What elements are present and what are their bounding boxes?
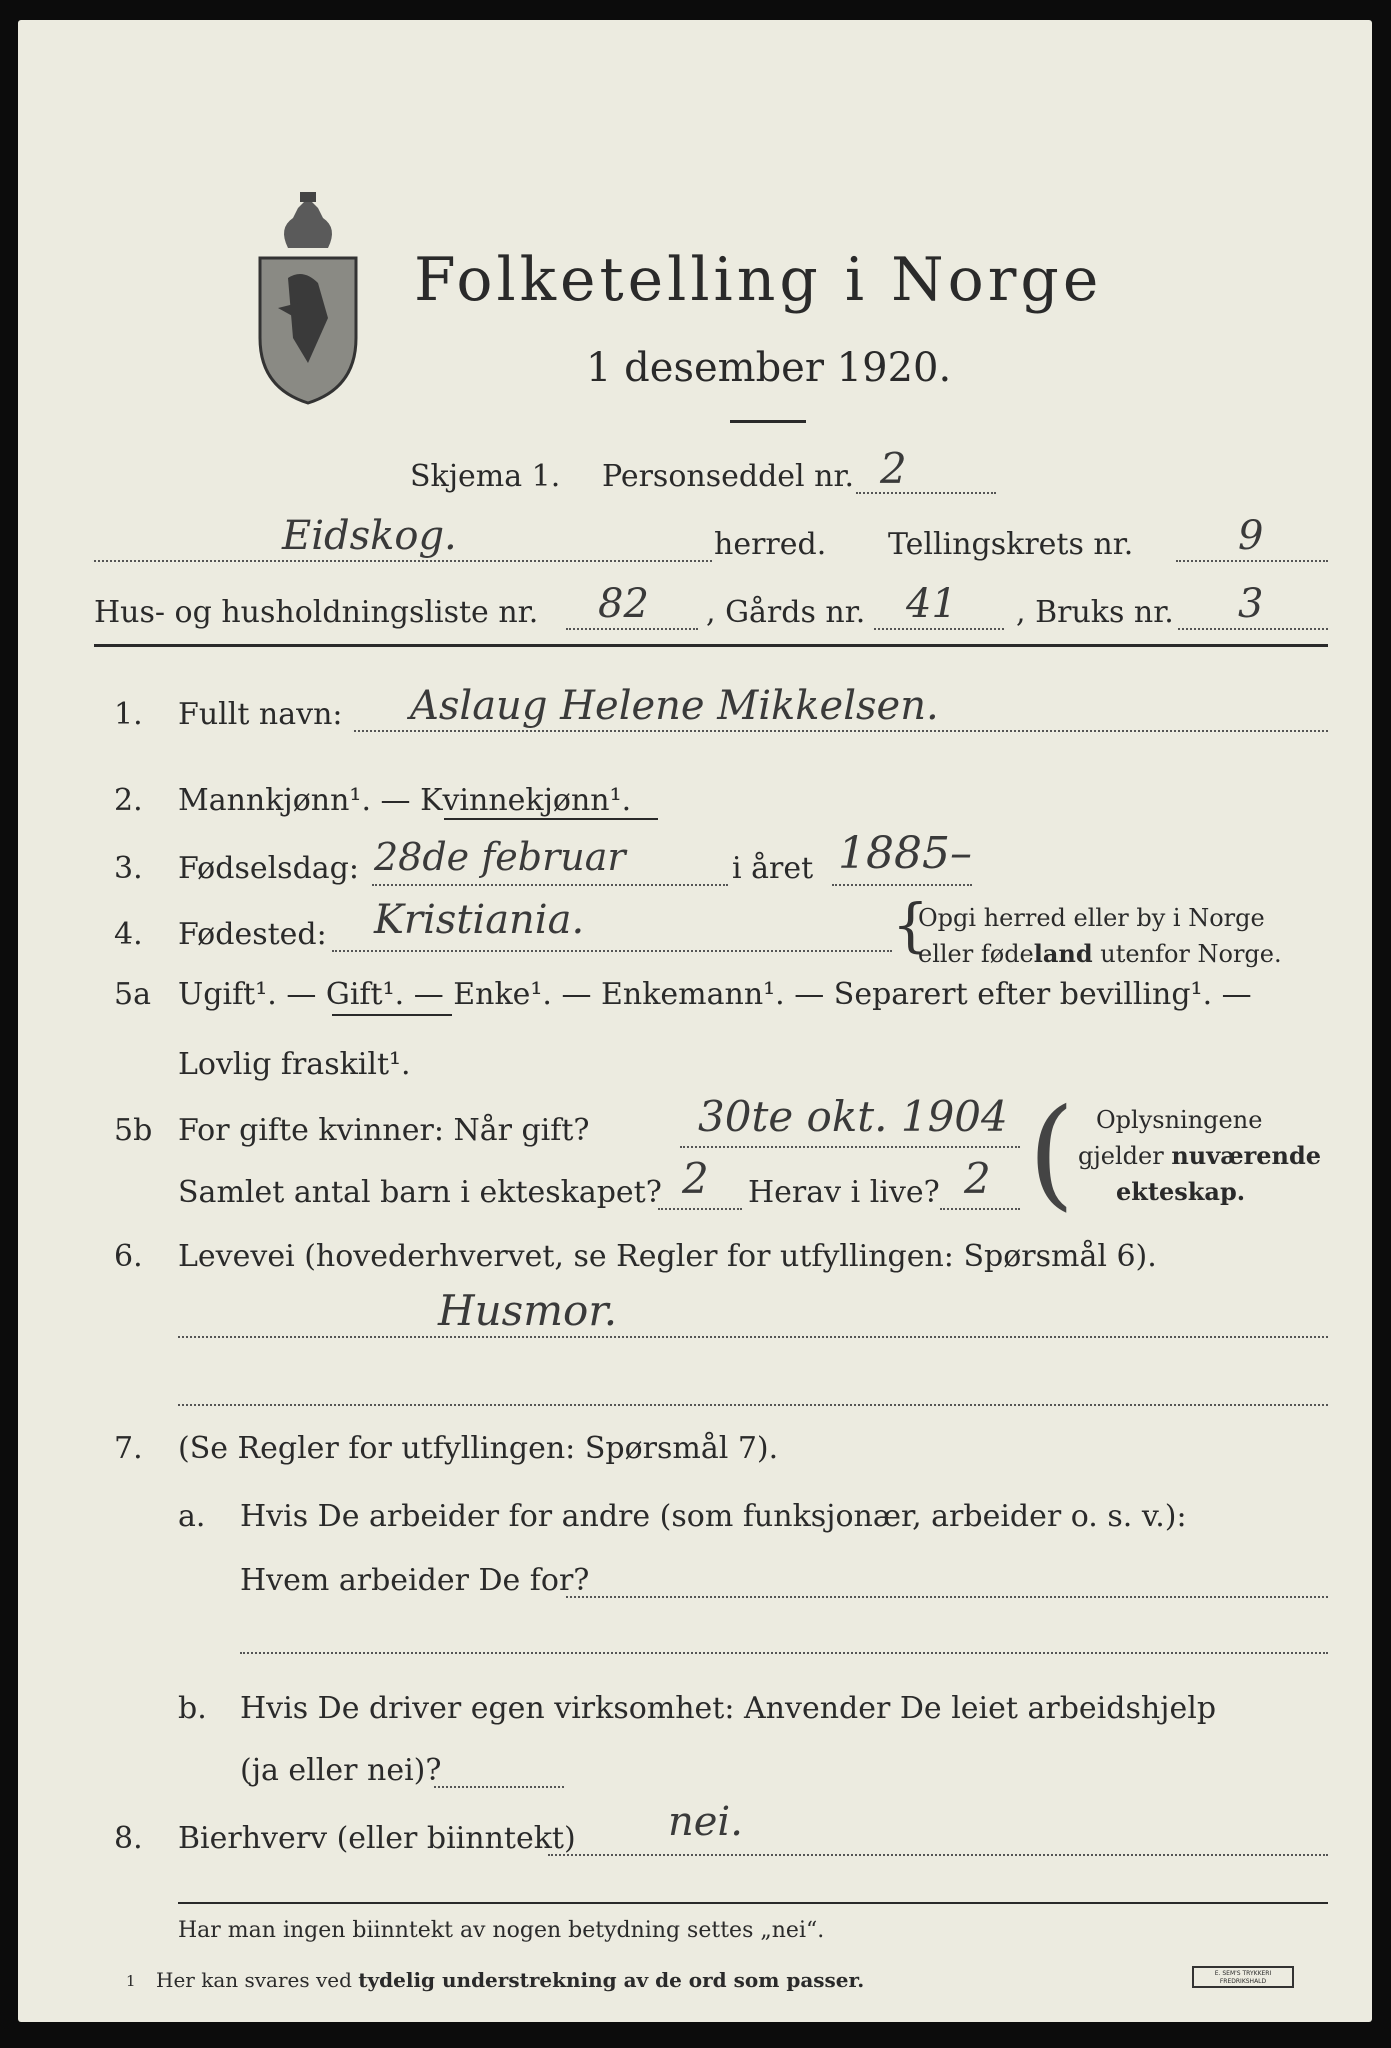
q4-note-text-c: utenfor Norge. <box>1092 940 1282 968</box>
tellingskrets-line <box>1176 560 1328 562</box>
q3-year[interactable]: 1885– <box>838 828 972 879</box>
footnote-text: Her kan svares ved <box>156 1968 359 1992</box>
q5b-children-line <box>658 1208 742 1210</box>
census-date: 1 desember 1920. <box>586 345 952 391</box>
q5a-number: 5a <box>114 977 151 1012</box>
q5b-children-label: Samlet antal barn i ekteskapet? <box>178 1175 662 1210</box>
q5b-note-line2 <box>1078 1141 1322 1170</box>
q2-number: 2. <box>114 783 143 818</box>
q4-answer[interactable]: Kristiania. <box>374 897 585 943</box>
q5b-note-line1: Oplysningene <box>1096 1106 1263 1134</box>
tellingskrets-value[interactable]: 9 <box>1238 513 1264 559</box>
q1-line <box>354 730 1328 732</box>
q5a-line1: Ugift¹. — Gift¹. — Enke¹. — Enkemann¹. — Separert efter bevilling¹. — <box>178 977 1252 1012</box>
q4-label: Fødested: <box>178 917 327 952</box>
q5a-line2: Lovlig fraskilt¹. <box>178 1047 411 1082</box>
personseddel-value[interactable]: 2 <box>880 444 907 493</box>
footnote <box>156 1970 864 1990</box>
q3-year-label: i året <box>732 851 814 886</box>
q2-label: Mannkjønn¹. — Kvinnekjønn¹. <box>178 783 632 818</box>
q4-note-bold: land <box>1033 939 1093 968</box>
q7-number: 7. <box>114 1431 143 1466</box>
q5b-alive[interactable]: 2 <box>964 1154 991 1203</box>
q4-note-text-a: eller føde <box>918 940 1034 968</box>
q7a-text: Hvis De arbeider for andre (som funksjonær, arbeider o. s. v.): <box>240 1499 1187 1534</box>
q1-label: Fullt navn: <box>178 697 343 732</box>
q2-underline <box>444 818 658 820</box>
tellingskrets-label: Tellingskrets nr. <box>888 527 1134 562</box>
footer-note: Har man ingen biinntekt av nogen betydning settes „nei“. <box>178 1918 825 1943</box>
q5b-note-text: gjelder <box>1078 1142 1172 1170</box>
q5b-note-bold: nuværende <box>1171 1141 1322 1170</box>
header-divider <box>94 644 1328 647</box>
q5a-gift-underline <box>332 1014 452 1016</box>
q5b-note-line3: ekteskap. <box>1116 1177 1246 1206</box>
q3-label: Fødselsdag: <box>178 851 359 886</box>
q3-day-line <box>372 884 728 886</box>
q6-line1 <box>178 1336 1328 1338</box>
q4-number: 4. <box>114 917 143 952</box>
herred-value[interactable]: Eidskog. <box>282 513 457 559</box>
gards-value[interactable]: 41 <box>906 581 957 627</box>
q6-line2 <box>178 1404 1328 1406</box>
q7b-letter: b. <box>178 1691 207 1726</box>
q5b-label: For gifte kvinner: Når gift? <box>178 1113 590 1148</box>
q8-line <box>548 1854 1328 1856</box>
q8-answer[interactable]: nei. <box>668 1799 743 1845</box>
gards-label: , Gårds nr. <box>706 595 866 630</box>
q7-label: (Se Regler for utfyllingen: Spørsmål 7). <box>178 1431 779 1466</box>
coat-of-arms-icon <box>248 188 368 408</box>
personseddel-label: Personseddel nr. <box>602 459 855 494</box>
q6-label: Levevei (hovederhvervet, se Regler for utfyllingen: Spørsmål 6). <box>178 1239 1157 1274</box>
form-title: Folketelling i Norge <box>414 245 1103 315</box>
q3-number: 3. <box>114 851 143 886</box>
q4-line <box>332 950 892 952</box>
q7b-text: Hvis De driver egen virksomhet: Anvender De leiet arbeidshjelp <box>240 1691 1217 1726</box>
personseddel-line <box>856 492 996 494</box>
q7a-letter: a. <box>178 1499 206 1534</box>
q5b-alive-label: Herav i live? <box>748 1175 940 1210</box>
q4-note-line1: Opgi herred eller by i Norge <box>918 904 1265 932</box>
q3-day[interactable]: 28de februar <box>374 835 626 879</box>
q5b-number: 5b <box>114 1113 153 1148</box>
footnote-number: 1 <box>126 1972 136 1990</box>
printer-stamp <box>1192 1966 1294 1988</box>
q6-answer[interactable]: Husmor. <box>438 1286 618 1335</box>
q7a-line1 <box>566 1596 1328 1598</box>
q7b-line <box>434 1786 564 1788</box>
herred-label: herred. <box>714 527 827 562</box>
q5b-when-line <box>680 1146 1020 1148</box>
q1-number: 1. <box>114 697 143 732</box>
q7a-question: Hvem arbeider De for? <box>240 1563 590 1598</box>
footnote-bold: tydelig understrekning av de ord som passer. <box>358 1968 865 1992</box>
q4-note-line2 <box>918 939 1282 968</box>
q6-number: 6. <box>114 1239 143 1274</box>
husliste-line <box>566 628 698 630</box>
husliste-label: Hus- og husholdningsliste nr. <box>94 595 539 630</box>
q5b-children[interactable]: 2 <box>682 1154 709 1203</box>
herred-line <box>94 560 712 562</box>
q8-number: 8. <box>114 1821 143 1856</box>
census-form <box>18 20 1372 2022</box>
bruks-line <box>1178 628 1328 630</box>
q1-answer[interactable]: Aslaug Helene Mikkelsen. <box>410 683 939 729</box>
bruks-value[interactable]: 3 <box>1238 581 1264 627</box>
footer-divider <box>178 1902 1328 1904</box>
husliste-value[interactable]: 82 <box>598 581 649 627</box>
stamp-line1: E. SEM'S TRYKKERI <box>1214 1970 1272 1977</box>
q8-label: Bierhverv (eller biinntekt) <box>178 1821 576 1856</box>
q7b-question: (ja eller nei)? <box>240 1753 442 1788</box>
q7a-line2 <box>240 1652 1328 1654</box>
stamp-line2: FREDRIKSHALD <box>1219 1978 1267 1985</box>
title-divider <box>730 420 806 423</box>
schema-label: Skjema 1. <box>410 459 561 494</box>
gards-line <box>874 628 1004 630</box>
q5b-when[interactable]: 30te okt. 1904 <box>698 1092 1008 1141</box>
q3-year-line <box>832 884 972 886</box>
q5b-alive-line <box>940 1208 1020 1210</box>
q5b-brace: ( <box>1028 1084 1075 1223</box>
q4-brace: { <box>892 891 929 959</box>
bruks-label: , Bruks nr. <box>1016 595 1174 630</box>
